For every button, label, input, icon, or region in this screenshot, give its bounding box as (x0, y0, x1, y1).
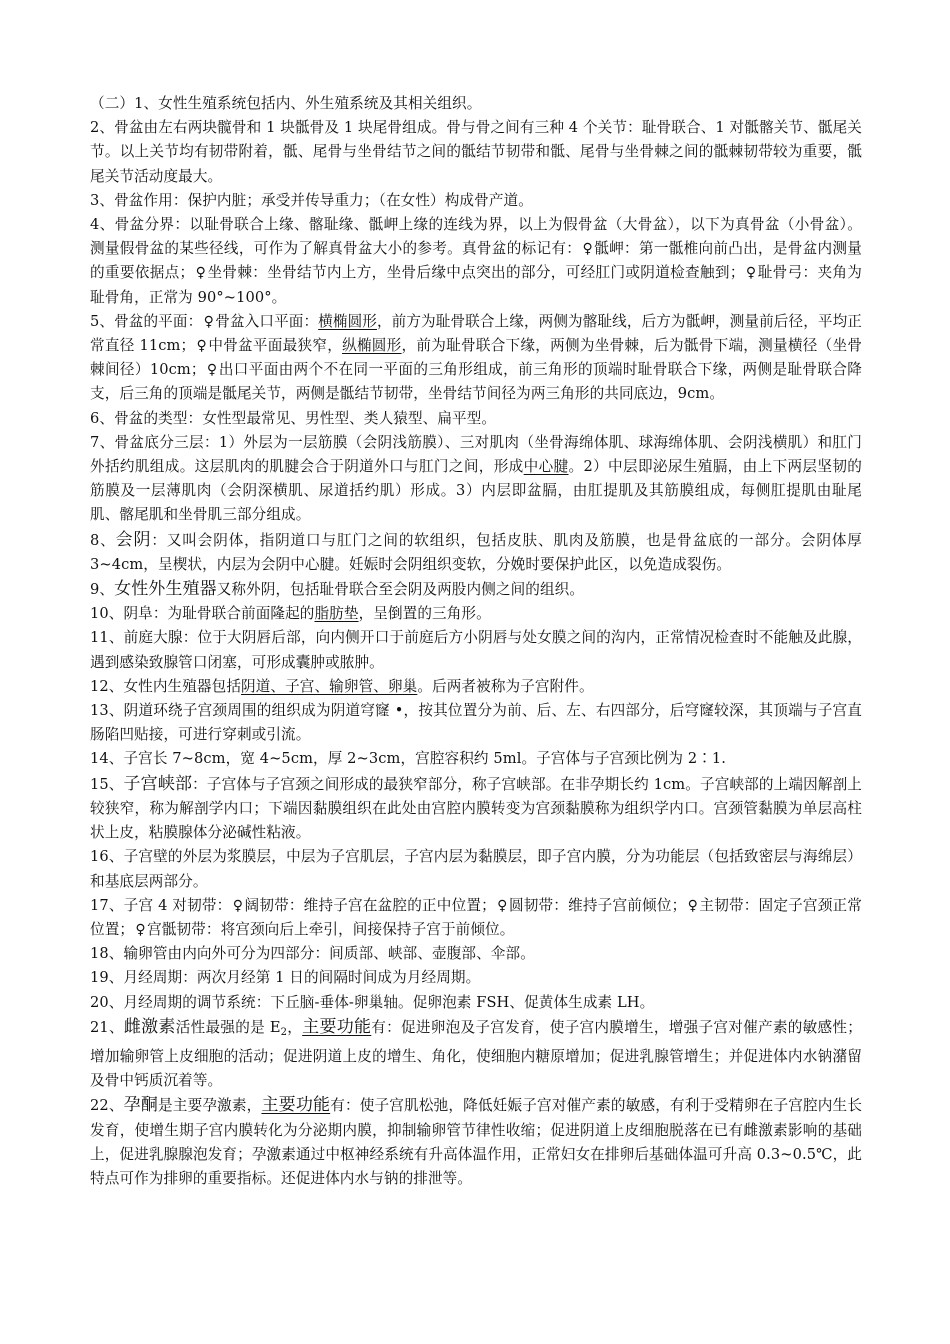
paragraph-17-item-4: 宫骶韧带：将宫颈向后上牵引，间接保持子宫于前倾位。 (147, 920, 515, 938)
paragraph-5-text: 5、骨盆的平面： (90, 312, 203, 330)
female-symbol-icon: ♀ (203, 313, 214, 330)
paragraph-4-item-3: 耻骨弓：夹角为耻骨角，正常为 90°~100°。 (90, 264, 863, 306)
paragraph-17-item-2: 圆韧带：维持子宫前倾位； (508, 896, 687, 914)
paragraph-14 (90, 747, 862, 771)
paragraph-3-text: 3、骨盆作用：保护内脏；承受并传导重力；（在女性）构成骨产道。 (90, 191, 533, 209)
paragraph-22-number: 22、 (90, 1097, 124, 1115)
paragraph-15 (90, 772, 862, 846)
paragraph-15-number: 15、 (90, 775, 124, 793)
paragraph-4 (90, 213, 862, 310)
paragraph-9 (90, 577, 862, 602)
paragraph-5-item-1: 骨盆入口平面： (215, 312, 319, 330)
underlined-term: 中心腱 (523, 458, 569, 476)
female-symbol-icon: ♀ (687, 897, 698, 914)
female-symbol-icon: ♀ (196, 338, 207, 355)
paragraph-20-text: 20、月经周期的调节系统：下丘脑-垂体-卵巢轴。促卵泡素 FSH、促黄体生成素 LH。 (90, 993, 655, 1011)
paragraph-22-rest: 有：使子宫肌松弛，降低妊娠子宫对催产素的敏感，有利于受精卵在子宫腔内生长发育，使增生期子宫内膜转化为分泌期内膜，抑制输卵管节律性收缩；促进阴道上皮细胞脱落在已有雌激素影响的基础上，促进乳腺腺泡发育；孕激素通过中枢神经系统有升高体温作用，正常妇女在排卵后基础体温可升高 0.3~0.5℃，此特点可作为排卵的重要指标。还促进体内水与钠的排泄等。 (90, 1097, 863, 1187)
paragraph-12-text: 12、女性内生殖器包括 (90, 677, 242, 695)
underlined-term: 纵椭圆形 (342, 337, 402, 355)
paragraph-22 (90, 1093, 862, 1191)
paragraph-14-text: 14、子宫长 7~8cm，宽 4~5cm，厚 2~3cm，宫腔容积约 5ml。子宫体与子宫颈比例为 2∶1. (90, 750, 727, 768)
paragraph-5 (90, 310, 862, 407)
paragraph-17-item-3: 主韧带：固定子宫颈正常位置； (90, 896, 862, 938)
paragraph-10 (90, 602, 862, 626)
paragraph-8 (90, 528, 862, 577)
paragraph-11 (90, 626, 862, 674)
paragraph-21 (90, 1015, 862, 1094)
female-symbol-icon: ♀ (195, 265, 206, 282)
paragraph-6-text: 6、骨盆的类型：女性型最常见、男性型、类人猿型、扁平型。 (90, 409, 497, 427)
paragraph-4-item-2: 坐骨棘：坐骨结节内上方，坐骨后缘中点突出的部分，可经肛门或阴道检查触到； (207, 264, 745, 282)
paragraph-10-text: 10、阴阜：为耻骨联合前面隆起的 (90, 605, 315, 623)
paragraph-13-text: 13、阴道环绕子宫颈周围的组织成为阴道穹窿 •，按其位置分为前、后、左、右四部分，后穹窿较深，其顶端与子宫直肠陷凹贴接，可进行穿刺或引流。 (90, 702, 862, 744)
paragraph-5-item-2-rest: ，前为耻骨联合下缘，两侧为坐骨棘，后为骶骨下端，测量横径（坐骨棘间径）10cm； (90, 337, 863, 379)
paragraph-7-rest: 。2）中层即泌尿生殖膈，由上下两层坚韧的筋膜及一层薄肌肉（会阴深横肌、尿道括约肌）形成。3）内层即盆膈，由肛提肌及其筋膜组成，每侧肛提肌由耻尾肌、髂尾肌和坐骨肌三部分组成。 (90, 458, 862, 524)
paragraph-16-text: 16、子宫壁的外层为浆膜层，中层为子宫肌层，子宫内层为黏膜层，即子宫内膜，分为功能层（包括致密层与海绵层）和基底层两部分。 (90, 848, 862, 890)
underlined-term: 主要功能 (261, 1095, 331, 1116)
subscript: 2 (280, 1026, 288, 1038)
paragraph-17-text: 17、子宫 4 对韧带： (90, 896, 232, 914)
paragraph-21-number: 21、 (90, 1018, 124, 1036)
paragraph-18-text: 18、输卵管由内向外可分为四部分：间质部、峡部、壶腹部、伞部。 (90, 945, 535, 963)
female-symbol-icon: ♀ (135, 921, 146, 938)
paragraph-20 (90, 991, 862, 1015)
female-symbol-icon: ♀ (745, 265, 757, 282)
term-heading: 会阴 (115, 529, 152, 550)
paragraph-5-item-3: 出口平面由两个不在同一平面的三角形组成，前三角形的顶端时耻骨联合下缘，两侧是耻骨联合降支，后三角的顶端是骶尾关节，两侧是骶结节韧带，坐骨结节间径为两三角形的共同底边，9cm。 (90, 361, 863, 403)
paragraph-6 (90, 407, 862, 431)
paragraph-8-number: 8、 (90, 531, 116, 549)
underlined-term: 脂肪垫 (314, 605, 359, 623)
paragraph-12 (90, 675, 862, 699)
paragraph-13 (90, 699, 862, 747)
paragraph-16 (90, 845, 862, 893)
paragraph-22-text: 是主要孕激素， (158, 1097, 262, 1115)
underlined-term: 阴道、子宫、输卵管、卵巢 (241, 677, 418, 695)
paragraph-8-text: ：又叫会阴体，指阴道口与肛门之间的软组织，包括皮肤、肌肉及筋膜，也是骨盆底的一部分。会阴体厚 3~4cm，呈楔状，内层为会阴中心腱。妊娠时会阴组织变软，分娩时要保护此区，以免造成裂伤。 (90, 531, 862, 573)
paragraph-5-item-1-rest: ，前方为耻骨联合上缘，两侧为髂耻线，后方为骶岬，测量前后径，平均正常直径 11cm； (90, 312, 862, 355)
paragraph-21-rest: 有：促进卵泡及子宫发育，使子宫内膜增生，增强子宫对催产素的敏感性；增加输卵管上皮细胞的活动；促进阴道上皮的增生、角化，使细胞内糖原增加；促进乳腺管增生；并促进体内水钠潴留及骨中钙质沉着等。 (90, 1018, 863, 1090)
female-symbol-icon: ♀ (582, 241, 593, 258)
paragraph-1 (90, 92, 862, 116)
paragraph-11-text: 11、前庭大腺：位于大阴唇后部，向内侧开口于前庭后方小阴唇与处女膜之间的沟内，正常情况检查时不能触及此腺，遇到感染致腺管口闭塞，可形成囊肿或脓肿。 (90, 629, 862, 671)
paragraph-1-text: （二）1、女性生殖系统包括内、外生殖系统及其相关组织。 (90, 95, 482, 112)
paragraph-15-text: ：子宫体与子宫颈之间形成的最狭窄部分，称子宫峡部。在非孕期长约 1cm。子宫峡部的上端因解剖上较狭窄，称为解剖学内口；下端因黏膜组织在此处由宫腔内膜转变为宫颈黏膜称为组织学内口。宫颈管黏膜为单层高柱状上皮，粘膜腺体分泌碱性粘液。 (90, 775, 862, 842)
paragraph-3 (90, 189, 862, 213)
paragraph-17-item-1: 阔韧带：维持子宫在盆腔的正中位置； (244, 896, 496, 914)
paragraph-5-item-2: 中骨盆平面最狭窄， (208, 337, 343, 355)
term-heading: 女性外生殖器 (114, 579, 217, 600)
paragraph-21-comma: ， (287, 1018, 303, 1036)
underlined-term: 主要功能 (302, 1016, 372, 1037)
paragraph-9-text: 又称外阴，包括耻骨联合至会阴及两股内侧之间的组织。 (216, 581, 585, 599)
term-heading: 子宫峡部 (123, 773, 193, 794)
paragraph-4-text: 4、骨盆分界：以耻骨联合上缘、髂耻缘、骶岬上缘的连线为界，以上为假骨盆（大骨盆），以下为真骨盆（小骨盆）。测量假骨盆的某些径线，可作为了解真骨盆大小的参考。真骨盆的标记有： (90, 216, 862, 258)
term-heading: 孕酮 (123, 1095, 159, 1116)
paragraph-18 (90, 942, 862, 966)
female-symbol-icon: ♀ (232, 897, 244, 914)
paragraph-12-rest: 。后两者被称为子宫附件。 (417, 677, 594, 695)
paragraph-9-number: 9、 (90, 581, 115, 599)
paragraph-7-text: 7、骨盆底分三层：1）外层为一层筋膜（会阴浅筋膜）、三对肌肉（坐骨海绵体肌、球海绵体肌、会阴浅横肌）和肛门外括约肌组成。这层肌肉的肌腱会合于阴道外口与肛门之间，形成 (90, 433, 862, 476)
paragraph-2-text: 2、骨盆由左右两块髋骨和 1 块骶骨及 1 块尾骨组成。骨与骨之间有三种 4 个关节：耻骨联合、1 对骶髂关节、骶尾关节。以上关节均有韧带附着，骶、尾骨与坐骨结节之间的骶结节韧带和骶、尾骨与坐骨棘之间的骶棘韧带较为重要，骶尾关节活动度最大。 (90, 119, 862, 185)
underlined-term: 横椭圆形 (318, 312, 377, 330)
paragraph-7 (90, 431, 862, 528)
paragraph-21-text: 活性最强的是 E (175, 1018, 281, 1036)
paragraph-19-text: 19、月经周期：两次月经第 1 日的间隔时间成为月经周期。 (90, 969, 481, 987)
paragraph-19 (90, 966, 862, 990)
paragraph-2 (90, 116, 862, 189)
paragraph-10-rest: ，呈倒置的三角形。 (358, 605, 491, 623)
paragraph-4-item-1: 骶岬：第一骶椎向前凸出，是骨盆内测量的重要依据点； (90, 240, 862, 282)
term-heading: 雌激素 (123, 1016, 176, 1037)
female-symbol-icon: ♀ (206, 362, 218, 379)
female-symbol-icon: ♀ (497, 897, 508, 914)
paragraph-17 (90, 894, 862, 942)
